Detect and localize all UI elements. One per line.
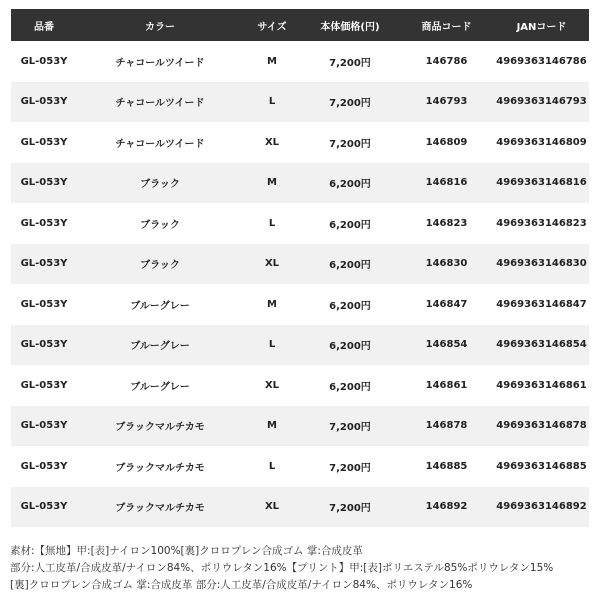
table-row [11, 406, 589, 447]
table-row [11, 122, 589, 163]
cell-price: 6,200円 [301, 163, 399, 204]
cell-size: XL [243, 244, 301, 285]
cell-size: XL [243, 487, 301, 528]
table-body [11, 41, 589, 527]
cell-product-number: GL-053Y [11, 41, 77, 82]
cell-price: 7,200円 [301, 122, 399, 163]
cell-price: 6,200円 [301, 284, 399, 325]
header-price: 本体価格(円) [301, 9, 399, 41]
cell-jan-code: 4969363146861 [494, 365, 589, 406]
cell-price: 7,200円 [301, 41, 399, 82]
header-row [11, 9, 589, 41]
cell-color: ブラック [77, 163, 243, 204]
cell-jan-code: 4969363146885 [494, 446, 589, 487]
cell-price: 7,200円 [301, 406, 399, 447]
cell-product-code: 146809 [399, 122, 494, 163]
header-jan-code: JANコード [494, 9, 589, 41]
cell-jan-code: 4969363146830 [494, 244, 589, 285]
table-header [11, 9, 589, 41]
table-row [11, 446, 589, 487]
cell-size: L [243, 446, 301, 487]
cell-size: M [243, 406, 301, 447]
cell-product-code: 146878 [399, 406, 494, 447]
cell-color: チャコールツイード [77, 41, 243, 82]
cell-price: 6,200円 [301, 325, 399, 366]
cell-color: ブラックマルチカモ [77, 487, 243, 528]
cell-product-code: 146823 [399, 203, 494, 244]
cell-jan-code: 4969363146793 [494, 82, 589, 123]
cell-product-number: GL-053Y [11, 325, 77, 366]
table-row [11, 244, 589, 285]
cell-price: 6,200円 [301, 244, 399, 285]
header-product-code: 商品コード [399, 9, 494, 41]
cell-size: XL [243, 122, 301, 163]
cell-product-number: GL-053Y [11, 244, 77, 285]
table-row [11, 365, 589, 406]
cell-jan-code: 4969363146892 [494, 487, 589, 528]
header-product-number: 品番 [11, 9, 77, 41]
table-row [11, 487, 589, 528]
cell-size: L [243, 325, 301, 366]
cell-color: ブルーグレー [77, 365, 243, 406]
cell-price: 6,200円 [301, 365, 399, 406]
cell-color: チャコールツイード [77, 122, 243, 163]
cell-price: 6,200円 [301, 203, 399, 244]
cell-product-code: 146854 [399, 325, 494, 366]
cell-product-number: GL-053Y [11, 487, 77, 528]
cell-size: XL [243, 365, 301, 406]
cell-color: ブラックマルチカモ [77, 446, 243, 487]
cell-product-code: 146847 [399, 284, 494, 325]
cell-jan-code: 4969363146786 [494, 41, 589, 82]
material-note-line: [裏]クロロプレン合成ゴム 掌:合成皮革 部分:人工皮革/合成皮革/ナイロン84%、ポリウレタン16% [10, 579, 473, 591]
cell-price: 7,200円 [301, 82, 399, 123]
cell-jan-code: 4969363146823 [494, 203, 589, 244]
cell-product-number: GL-053Y [11, 122, 77, 163]
cell-product-number: GL-053Y [11, 203, 77, 244]
cell-size: M [243, 284, 301, 325]
table-row [11, 163, 589, 204]
cell-product-code: 146861 [399, 365, 494, 406]
cell-product-number: GL-053Y [11, 365, 77, 406]
cell-product-code: 146816 [399, 163, 494, 204]
cell-jan-code: 4969363146816 [494, 163, 589, 204]
cell-jan-code: 4969363146809 [494, 122, 589, 163]
cell-color: ブラックマルチカモ [77, 406, 243, 447]
cell-product-code: 146830 [399, 244, 494, 285]
cell-size: M [243, 163, 301, 204]
cell-jan-code: 4969363146878 [494, 406, 589, 447]
table-row [11, 284, 589, 325]
table-row [11, 203, 589, 244]
cell-product-code: 146885 [399, 446, 494, 487]
cell-product-number: GL-053Y [11, 406, 77, 447]
material-note-line: 素材:【無地】甲:[表]ナイロン100%[裏]クロロプレン合成ゴム 掌:合成皮革 [10, 545, 363, 557]
cell-product-number: GL-053Y [11, 446, 77, 487]
cell-color: ブラック [77, 244, 243, 285]
cell-price: 7,200円 [301, 446, 399, 487]
cell-color: ブラック [77, 203, 243, 244]
cell-color: ブルーグレー [77, 325, 243, 366]
cell-price: 7,200円 [301, 487, 399, 528]
cell-product-code: 146892 [399, 487, 494, 528]
product-spec-table [11, 9, 589, 527]
cell-color: ブルーグレー [77, 284, 243, 325]
table-row [11, 82, 589, 123]
cell-product-number: GL-053Y [11, 82, 77, 123]
cell-product-code: 146786 [399, 41, 494, 82]
cell-product-number: GL-053Y [11, 284, 77, 325]
table-row [11, 41, 589, 82]
cell-product-code: 146793 [399, 82, 494, 123]
cell-jan-code: 4969363146847 [494, 284, 589, 325]
cell-color: チャコールツイード [77, 82, 243, 123]
cell-jan-code: 4969363146854 [494, 325, 589, 366]
material-note-line: 部分:人工皮革/合成皮革/ナイロン84%、ポリウレタン16%【プリント】甲:[表]ポリエステル85%ポリウレタン15% [10, 562, 554, 574]
cell-size: L [243, 82, 301, 123]
cell-size: L [243, 203, 301, 244]
cell-product-number: GL-053Y [11, 163, 77, 204]
header-color: カラー [77, 9, 243, 41]
header-size: サイズ [243, 9, 301, 41]
material-notes [10, 543, 595, 594]
table-row [11, 325, 589, 366]
cell-size: M [243, 41, 301, 82]
